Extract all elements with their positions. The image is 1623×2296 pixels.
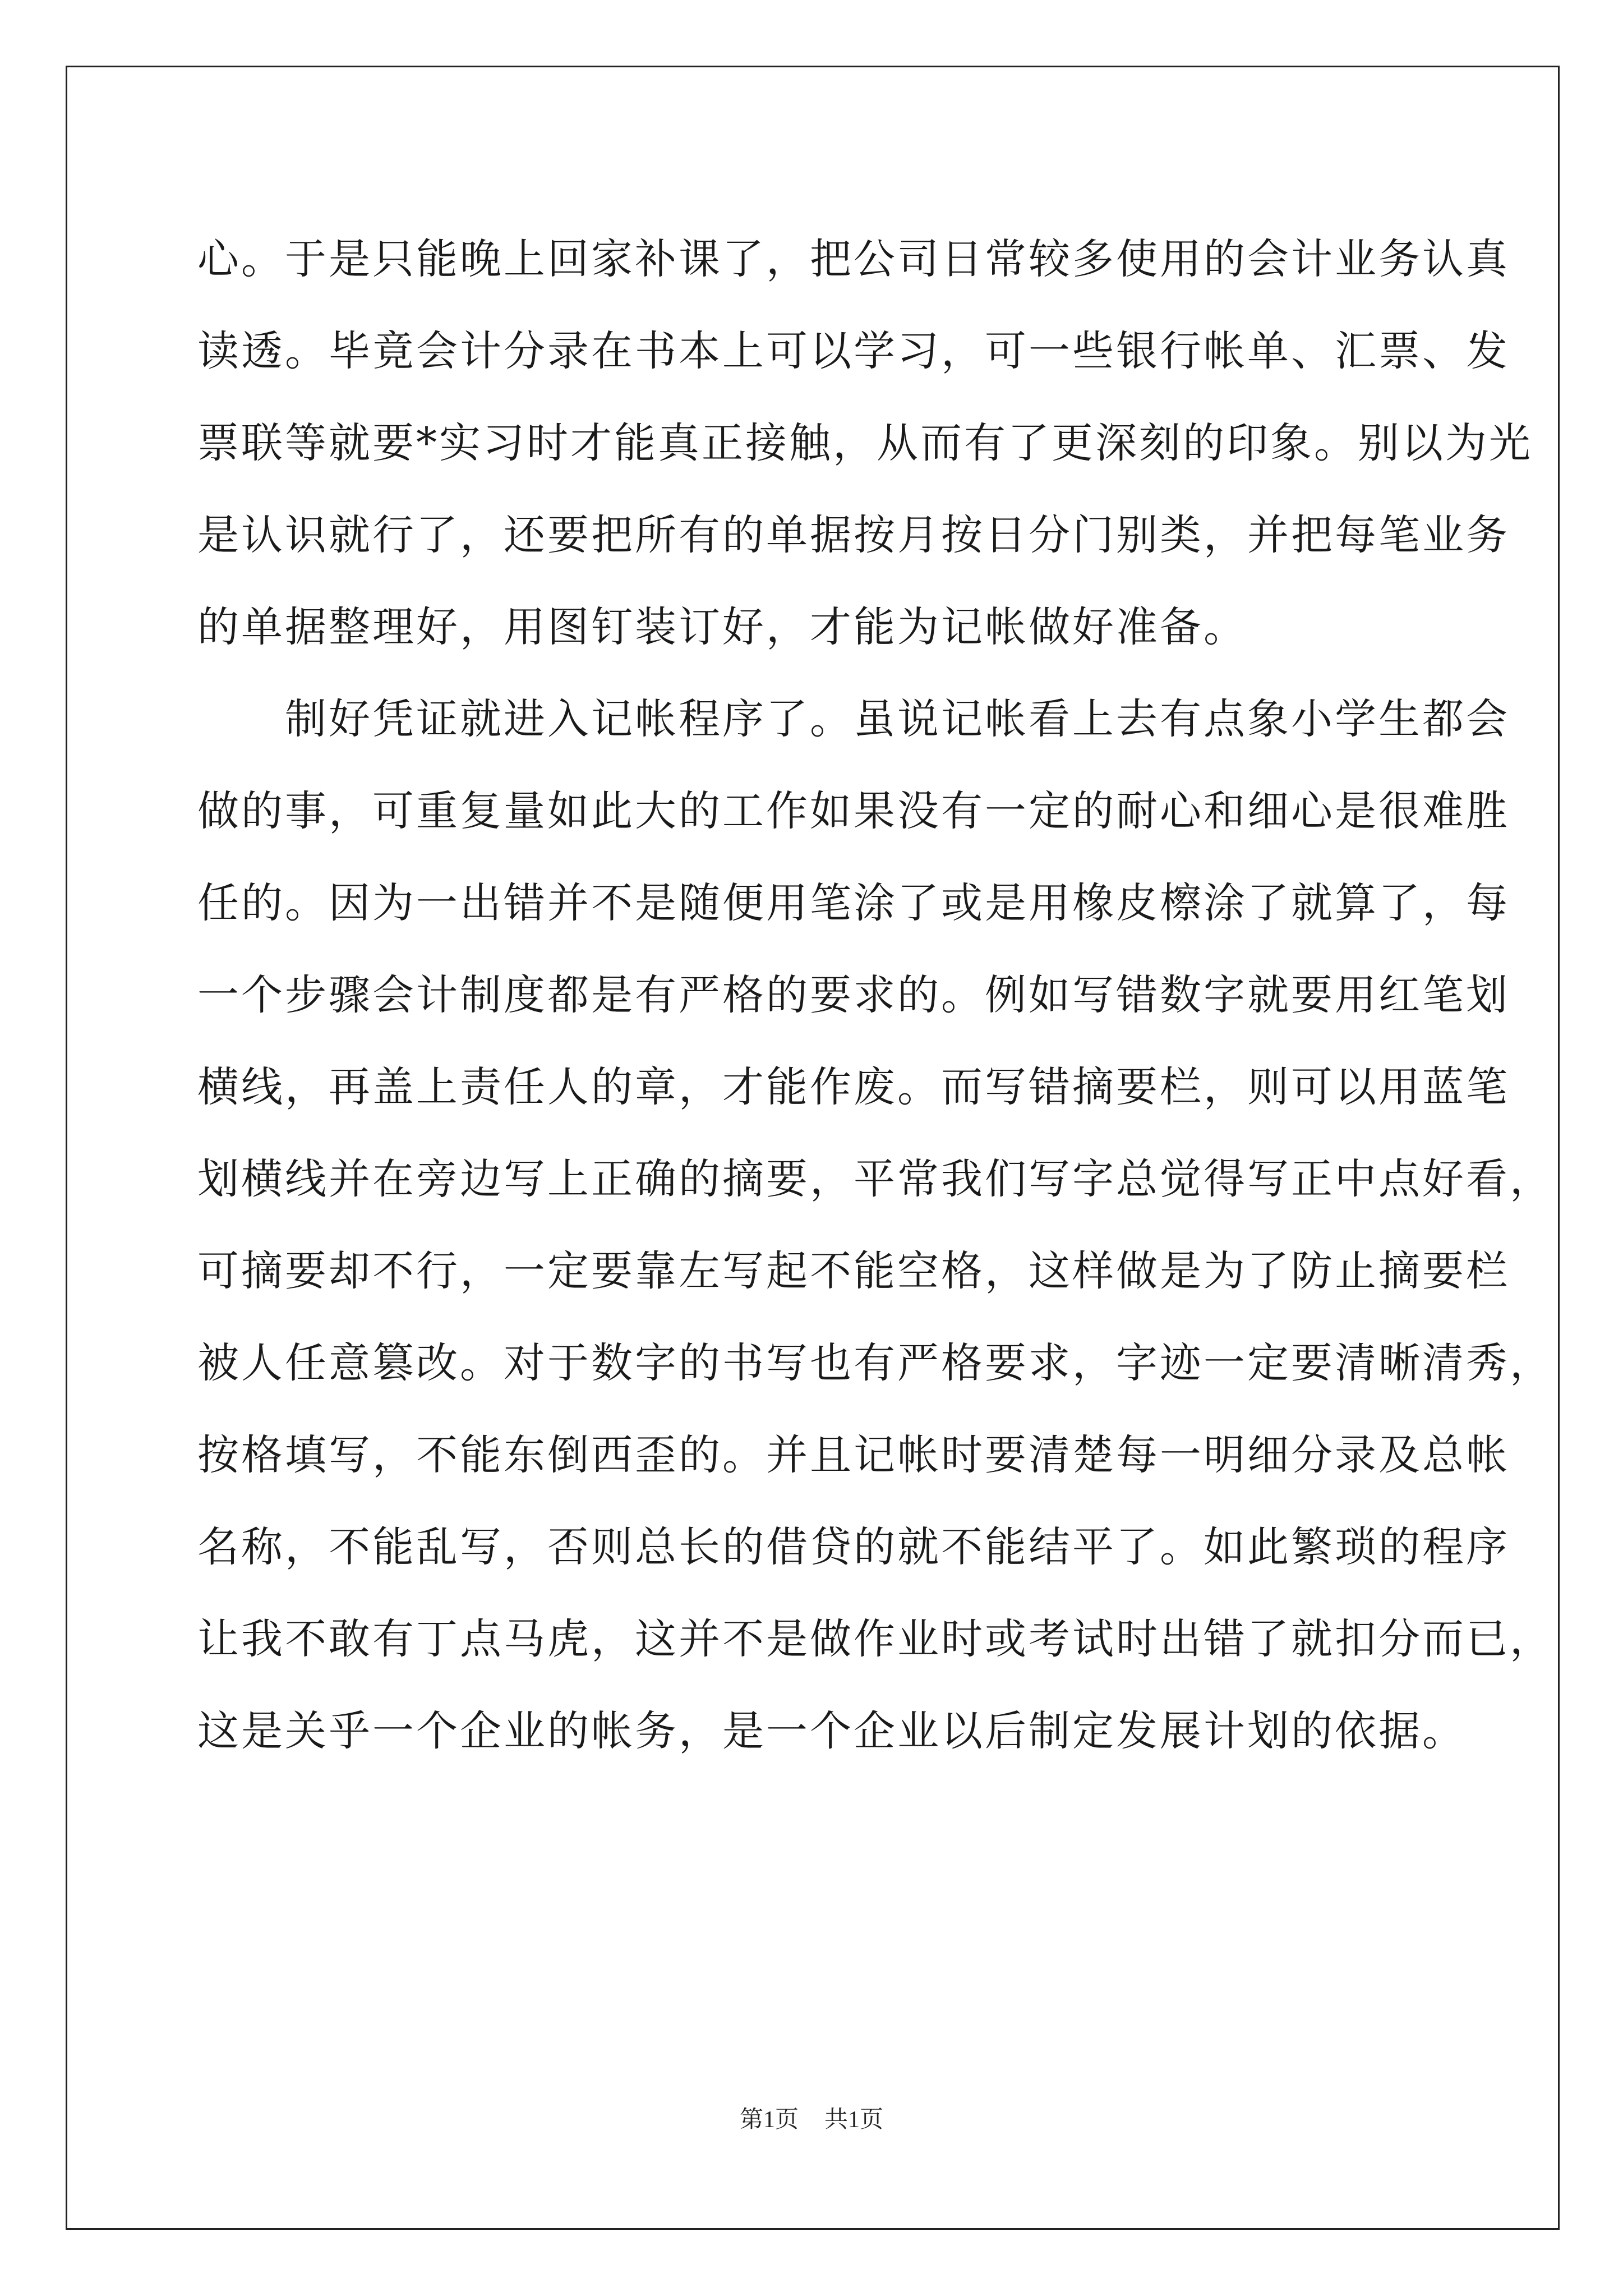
text-line: 可摘要却不行，一定要靠左写起不能空格，这样做是为了防止摘要栏 [197, 1247, 1510, 1295]
page-number: 第1页 [739, 2107, 799, 2133]
text-line: 一个步骤会计制度都是有严格的要求的。例如写错数字就要用红笔划 [197, 971, 1510, 1019]
text-line: 名称，不能乱写，否则总长的借贷的就不能结平了。如此繁琐的程序 [197, 1523, 1510, 1571]
text-line: 这是关乎一个企业的帐务，是一个企业以后制定发展计划的依据。 [197, 1707, 1466, 1755]
paragraph-2 [197, 673, 1553, 1777]
page-footer [0, 2101, 1623, 2134]
text-line: 心。于是只能晚上回家补课了，把公司日常较多使用的会计业务认真 [197, 235, 1510, 283]
text-line: 任的。因为一出错并不是随便用笔涂了或是用橡皮檫涂了就算了，每 [197, 879, 1510, 927]
text-line: 让我不敢有丁点马虎，这并不是做作业时或考试时出错了就扣分而已， [197, 1615, 1553, 1663]
text-line: 的单据整理好，用图钉装订好，才能为记帐做好准备。 [197, 603, 1247, 651]
text-line: 横线，再盖上责任人的章，才能作废。而写错摘要栏，则可以用蓝笔 [197, 1063, 1510, 1111]
text-line: 做的事，可重复量如此大的工作如果没有一定的耐心和细心是很难胜 [197, 787, 1510, 835]
text-line: 划横线并在旁边写上正确的摘要，平常我们写字总觉得写正中点好看， [197, 1155, 1553, 1203]
page-total: 共1页 [824, 2107, 884, 2133]
text-line: 按格填写，不能东倒西歪的。并且记帐时要清楚每一明细分录及总帐 [197, 1431, 1510, 1479]
document-body [197, 213, 1553, 1777]
paragraph-1 [197, 213, 1533, 673]
text-line: 读透。毕竟会计分录在书本上可以学习，可一些银行帐单、汇票、发 [197, 327, 1510, 375]
text-line: 制好凭证就进入记帐程序了。虽说记帐看上去有点象小学生都会 [197, 695, 1510, 743]
text-line: 是认识就行了，还要把所有的单据按月按日分门别类，并把每笔业务 [197, 511, 1510, 559]
text-line: 票联等就要*实习时才能真正接触，从而有了更深刻的印象。别以为光 [197, 419, 1533, 467]
text-line: 被人任意篡改。对于数字的书写也有严格要求，字迹一定要清晰清秀， [197, 1339, 1553, 1387]
